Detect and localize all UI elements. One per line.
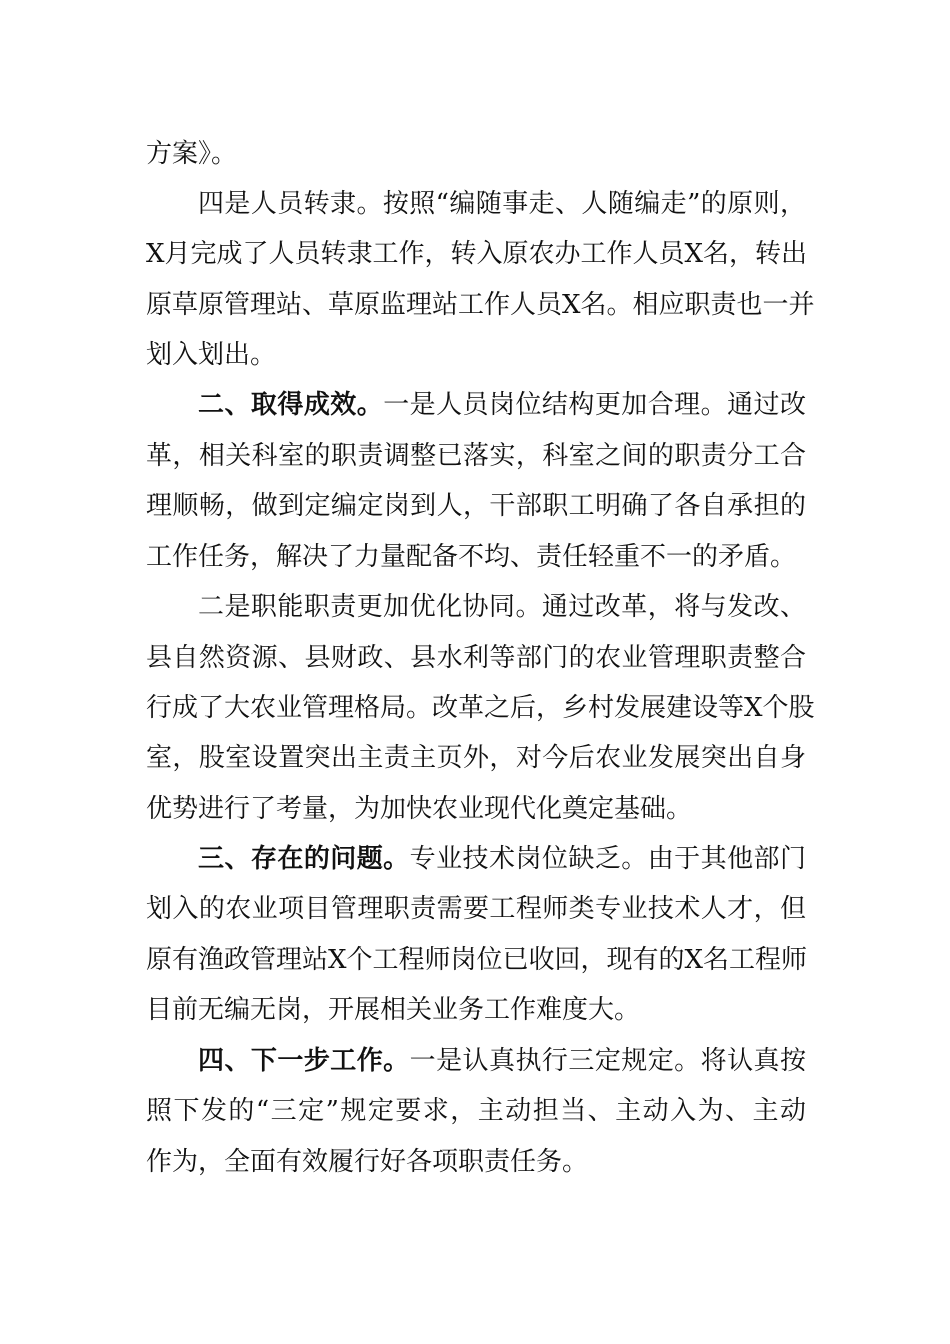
text-line xyxy=(198,587,806,627)
body-text: 县自然资源、县财政、县水利等部门的农业管理职责整合 xyxy=(146,643,806,673)
body-text: 理顺畅，做到定编定岗到人，干部职工明确了各自承担的 xyxy=(146,491,806,521)
body-text: 优势进行了考量，为加快农业现代化奠定基础。 xyxy=(146,794,693,824)
body-text: X月完成了人员转隶工作，转入原农办工作人员X名，转出 xyxy=(146,239,808,269)
section-heading: 二、取得成效。 xyxy=(198,390,384,420)
text-line xyxy=(146,1091,806,1131)
text-line xyxy=(146,486,806,526)
text-line xyxy=(146,940,806,980)
body-text: 方案》。 xyxy=(146,139,238,169)
text-line xyxy=(146,638,806,678)
text-line xyxy=(198,184,806,224)
text-line xyxy=(198,385,806,425)
text-line xyxy=(146,537,796,577)
text-line xyxy=(146,688,815,728)
body-text: 四是人员转隶。按照“编随事走、人随编走”的原则， xyxy=(198,189,806,219)
body-text: 原草原管理站、草原监理站工作人员X名。相应职责也一并 xyxy=(146,290,815,320)
text-line xyxy=(146,234,806,274)
text-line xyxy=(146,436,806,476)
body-text: 行成了大农业管理格局。改革之后，乡村发展建设等X个股 xyxy=(146,693,815,723)
text-line xyxy=(146,285,815,325)
body-text: 一是人员岗位结构更加合理。通过改 xyxy=(383,390,806,420)
body-text: 照下发的“三定”规定要求，主动担当、主动入为、主动 xyxy=(146,1096,806,1126)
body-text: 工作任务，解决了力量配备不均、责任轻重不一的矛盾。 xyxy=(146,542,797,572)
body-text: 原有渔政管理站X个工程师岗位已收回，现有的X名工程师 xyxy=(146,945,808,975)
text-line xyxy=(146,1142,588,1182)
text-line xyxy=(198,1041,806,1081)
body-text: 室，股室设置突出主责主页外，对今后农业发展突出自身 xyxy=(146,743,806,773)
text-line xyxy=(146,789,692,829)
body-text: 作为，全面有效履行好各项职责任务。 xyxy=(146,1147,589,1177)
body-text: 目前无编无岗，开展相关业务工作难度大。 xyxy=(146,995,641,1025)
section-heading: 三、存在的问题。 xyxy=(198,844,410,874)
text-line xyxy=(146,738,806,778)
text-line xyxy=(146,889,806,929)
body-text: 二是职能职责更加优化协同。通过改革，将与发改、 xyxy=(198,592,806,622)
text-line xyxy=(146,335,276,375)
body-text: 一是认真执行三定规定。将认真按 xyxy=(409,1046,806,1076)
body-text: 革，相关科室的职责调整已落实，科室之间的职责分工合 xyxy=(146,441,806,471)
text-line xyxy=(198,839,806,879)
body-text: 划入划出。 xyxy=(146,340,277,370)
text-line xyxy=(146,990,640,1030)
body-text: 划入的农业项目管理职责需要工程师类专业技术人才，但 xyxy=(146,894,806,924)
body-text: 专业技术岗位缺乏。由于其他部门 xyxy=(409,844,806,874)
section-heading: 四、下一步工作。 xyxy=(198,1046,410,1076)
text-line xyxy=(146,134,237,174)
